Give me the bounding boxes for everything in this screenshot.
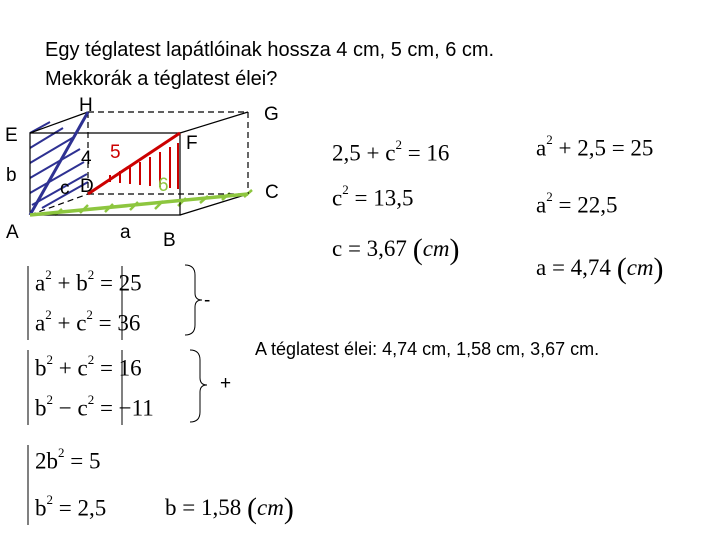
c-equation-2: $c^2 = 13,5$ (332, 182, 414, 211)
diagonal-label-5: 5 (110, 142, 121, 163)
vertex-E: E (5, 125, 18, 146)
right-brace-2 (190, 350, 207, 422)
system-equation-1: $a^2 + b^2 = 25$ (35, 267, 142, 296)
a-equation-3: a = 4,74 (cm) (536, 252, 664, 285)
diagonal-label-4: 4 (81, 148, 92, 169)
subtract-sign: - (204, 290, 211, 311)
a-equation-1: $a^2 + 2,5 = 25$ (536, 132, 654, 161)
vertex-D: D (80, 176, 94, 197)
edge-b: b (6, 165, 17, 186)
result-equation-2: $b^2 = 2,5$ (35, 492, 107, 521)
problem-title-line2: Mekkorák a téglatest élei? (45, 68, 278, 90)
vertex-B: B (163, 230, 176, 251)
result-equation-1: $2b^2 = 5$ (35, 445, 101, 474)
vertex-C: C (265, 182, 279, 203)
vertex-G: G (264, 104, 279, 125)
problem-title-line1: Egy téglatest lapátlóinak hossza 4 cm, 5 cm, 6 cm. (45, 39, 495, 61)
right-brace-1 (185, 265, 202, 335)
c-equation-3: c = 3,67 (cm) (332, 233, 460, 266)
system-equation-4: $b^2 - c^2 = -11$ (35, 392, 154, 421)
edge-a: a (120, 222, 131, 243)
system-equation-2: $a^2 + c^2 = 36$ (35, 307, 141, 336)
final-answer: A téglatest élei: 4,74 cm, 1,58 cm, 3,67 cm. (255, 339, 600, 359)
diagonal-label-6: 6 (158, 175, 169, 196)
vertex-A: A (6, 222, 19, 243)
edge-c: c (60, 178, 70, 199)
c-equation-1: $2,5 + c^2 = 16$ (332, 137, 450, 166)
vertex-F: F (186, 133, 198, 154)
a-equation-2: $a^2 = 22,5$ (536, 189, 618, 218)
add-sign: + (220, 373, 232, 394)
system-equation-3: $b^2 + c^2 = 16$ (35, 352, 142, 381)
result-equation-3: b = 1,58 (cm) (165, 492, 294, 525)
vertex-H: H (79, 95, 93, 116)
